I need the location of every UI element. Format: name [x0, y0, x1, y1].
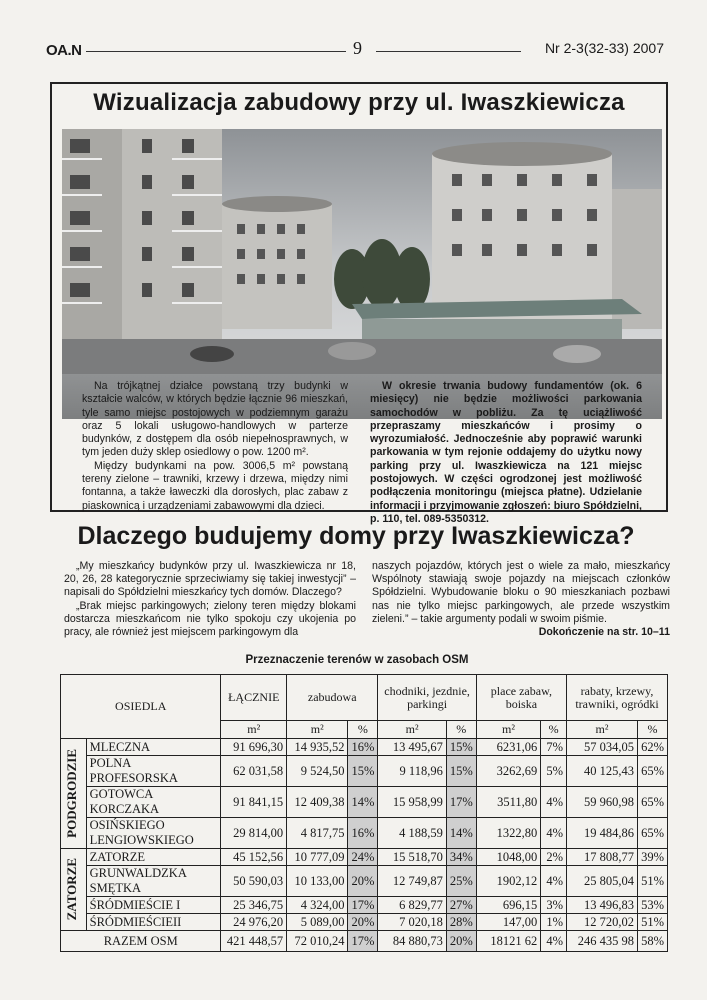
place-pct: 1%	[541, 914, 567, 931]
table-header-row	[61, 675, 668, 721]
unit-header: m²	[567, 721, 638, 739]
zabudowa-pct: 16%	[348, 739, 378, 756]
article-paragraph: „My mieszkańcy budynków przy ul. Iwaszkiewicza nr 18, 20, 26, 28 kategorycznie sprzeciwiamy się takiej inwestycji” –napisali do Spółdzielni mieszkańcy tych domów. Dlaczego?	[64, 560, 356, 599]
rabaty-pct: 58%	[637, 931, 667, 952]
place-pct: 7%	[541, 739, 567, 756]
article-right-column	[372, 560, 670, 639]
rabaty-area: 12 720,02	[567, 914, 638, 931]
chodniki-area: 9 118,96	[378, 756, 446, 787]
rabaty-pct: 65%	[637, 787, 667, 818]
caption-paragraph: Między budynkami na pow. 3006,5 m² powstaną tereny zielone – trawniki, krzewy i drzewa, między nimi fontanna, a także ławeczki dla dorosłych, plac zabaw z piaskownicą i urządzeniami zabawowymi dla dzieci.	[82, 459, 348, 512]
unit-header: m²	[476, 721, 541, 739]
table-row	[61, 914, 668, 931]
header-rule-right	[376, 51, 521, 52]
estate-name: ŚRÓDMIEŚCIEII	[86, 914, 221, 931]
pct-header: %	[541, 721, 567, 739]
place-area: 3511,80	[476, 787, 541, 818]
rabaty-area: 13 496,83	[567, 897, 638, 914]
rabaty-area: 246 435 98	[567, 931, 638, 952]
chodniki-pct: 20%	[446, 931, 476, 952]
place-area: 3262,69	[476, 756, 541, 787]
estate-name: OSIŃSKIEGO LENGIOWSKIEGO	[86, 818, 221, 849]
chodniki-pct: 17%	[446, 787, 476, 818]
zabudowa-pct: 14%	[348, 787, 378, 818]
estate-name: MLECZNA	[86, 739, 221, 756]
rabaty-area: 25 805,04	[567, 866, 638, 897]
col-header-chodniki: chodniki, jezdnie, parkingi	[378, 675, 476, 721]
chodniki-area: 7 020,18	[378, 914, 446, 931]
land-use-table	[60, 674, 668, 952]
estate-name: GRUNWALDZKA SMĘTKA	[86, 866, 221, 897]
table-row	[61, 756, 668, 787]
article-paragraph: „Brak miejsc parkingowych; zielony teren między blokami dostarcza mieszkańcom nie tylko spokoju czy ukojenia po pracy, ale również jest miejscem parkingowym dla	[64, 599, 356, 639]
chodniki-area: 13 495,67	[378, 739, 446, 756]
total-area: 29 814,00	[221, 818, 287, 849]
continued-note: Dokończenie na str. 10–11	[538, 626, 670, 639]
chodniki-area: 6 829,77	[378, 897, 446, 914]
article-title: Wizualizacja zabudowy przy ul. Iwaszkiewicza	[93, 89, 625, 116]
rabaty-area: 19 484,86	[567, 818, 638, 849]
estate-name: POLNA PROFESORSKA	[86, 756, 221, 787]
place-area: 1902,12	[476, 866, 541, 897]
place-area: 1048,00	[476, 849, 541, 866]
caption-right-column	[370, 380, 642, 526]
zabudowa-pct: 17%	[348, 897, 378, 914]
table-total-row	[61, 931, 668, 952]
estate-name: ŚRÓDMIEŚCIE I	[86, 897, 221, 914]
table-row	[61, 897, 668, 914]
rabaty-area: 57 034,05	[567, 739, 638, 756]
chodniki-area: 15 958,99	[378, 787, 446, 818]
total-label: RAZEM OSM	[61, 931, 221, 952]
group-label-cell	[61, 739, 87, 849]
unit-header: m²	[287, 721, 348, 739]
place-pct: 4%	[541, 866, 567, 897]
table-row	[61, 739, 668, 756]
zabudowa-area: 14 935,52	[287, 739, 348, 756]
rabaty-pct: 51%	[637, 914, 667, 931]
table-title: Przeznaczenie terenów w zasobach OSM	[245, 654, 469, 666]
estate-name: ZATORZE	[86, 849, 221, 866]
col-header-place: place zabaw, boiska	[476, 675, 566, 721]
zabudowa-pct: 20%	[348, 914, 378, 931]
col-header-zabudowa: zabudowa	[287, 675, 378, 721]
zabudowa-area: 9 524,50	[287, 756, 348, 787]
total-area: 91 696,30	[221, 739, 287, 756]
chodniki-pct: 34%	[446, 849, 476, 866]
article-paragraph: naszych pojazdów, których jest o wiele za mało, mieszkańcy Wspólnoty stawiają swoje pojazdy na miejscach członków Spółdzielni. Wybudowanie bloku o 90 mieszkaniach pozbawi nas nie tylko miejsc parkingowych, ale przede wszystkim zieleni.” – takie argumenty podali w swoim piśmie.	[372, 560, 670, 625]
chodniki-area: 15 518,70	[378, 849, 446, 866]
place-pct: 2%	[541, 849, 567, 866]
rabaty-pct: 65%	[637, 818, 667, 849]
table-row	[61, 866, 668, 897]
group-label: ZATORZE	[64, 858, 79, 921]
unit-header: m²	[378, 721, 446, 739]
caption-paragraph: Na trójkątnej działce powstaną trzy budynki w kształcie walców, w których będzie łącznie 96 mieszkań, tyle samo miejsc postojowych w podziemnym garażu oraz 5 lokali usługowo-handlowych w parterze budynków, z dostępem dla osób niepełnosprawnych, w tym jeden duży sklep osiedlowy o pow. 1200 m².	[82, 380, 348, 459]
total-area: 62 031,58	[221, 756, 287, 787]
place-pct: 5%	[541, 756, 567, 787]
total-area: 50 590,03	[221, 866, 287, 897]
estate-name: GOTOWCA KORCZAKA	[86, 787, 221, 818]
chodniki-pct: 15%	[446, 756, 476, 787]
rabaty-pct: 65%	[637, 756, 667, 787]
place-pct: 4%	[541, 931, 567, 952]
issue-number: Nr 2-3(32-33) 2007	[544, 40, 664, 56]
zabudowa-area: 10 777,09	[287, 849, 348, 866]
building-visualization-image	[62, 129, 662, 419]
place-pct: 3%	[541, 897, 567, 914]
visualization-article	[50, 82, 668, 525]
group-label-cell	[61, 849, 87, 931]
zabudowa-pct: 16%	[348, 818, 378, 849]
rabaty-pct: 53%	[637, 897, 667, 914]
pct-header: %	[348, 721, 378, 739]
table-row	[61, 849, 668, 866]
zabudowa-pct: 20%	[348, 866, 378, 897]
total-area: 421 448,57	[221, 931, 287, 952]
rabaty-area: 59 960,98	[567, 787, 638, 818]
chodniki-pct: 25%	[446, 866, 476, 897]
place-area: 1322,80	[476, 818, 541, 849]
place-pct: 4%	[541, 818, 567, 849]
zabudowa-area: 12 409,38	[287, 787, 348, 818]
caption-left-column	[82, 380, 348, 513]
total-area: 24 976,20	[221, 914, 287, 931]
col-header-rabaty: rabaty, krzewy, trawniki, ogródki	[567, 675, 668, 721]
pct-header: %	[637, 721, 667, 739]
rabaty-pct: 51%	[637, 866, 667, 897]
chodniki-pct: 27%	[446, 897, 476, 914]
building-render-illustration	[62, 129, 662, 374]
table-row	[61, 818, 668, 849]
total-area: 91 841,15	[221, 787, 287, 818]
page-number: 9	[353, 38, 362, 58]
zabudowa-area: 5 089,00	[287, 914, 348, 931]
header-rule-left	[86, 51, 346, 52]
total-area: 25 346,75	[221, 897, 287, 914]
rabaty-pct: 39%	[637, 849, 667, 866]
chodniki-pct: 14%	[446, 818, 476, 849]
chodniki-area: 4 188,59	[378, 818, 446, 849]
zabudowa-pct: 17%	[348, 931, 378, 952]
place-area: 6231,06	[476, 739, 541, 756]
zabudowa-pct: 24%	[348, 849, 378, 866]
chodniki-area: 84 880,73	[378, 931, 446, 952]
publication-logo: OA.N	[46, 42, 82, 59]
article-title: Dlaczego budujemy domy przy Iwaszkiewicza?	[77, 522, 635, 550]
table-row	[61, 787, 668, 818]
col-header-lacznie: ŁĄCZNIE	[221, 675, 287, 721]
chodniki-area: 12 749,87	[378, 866, 446, 897]
unit-header: m²	[221, 721, 287, 739]
chodniki-pct: 15%	[446, 739, 476, 756]
rabaty-pct: 62%	[637, 739, 667, 756]
rabaty-area: 17 808,77	[567, 849, 638, 866]
chodniki-pct: 28%	[446, 914, 476, 931]
place-area: 696,15	[476, 897, 541, 914]
place-pct: 4%	[541, 787, 567, 818]
zabudowa-pct: 15%	[348, 756, 378, 787]
pct-header: %	[446, 721, 476, 739]
zabudowa-area: 4 817,75	[287, 818, 348, 849]
rabaty-area: 40 125,43	[567, 756, 638, 787]
zabudowa-area: 10 133,00	[287, 866, 348, 897]
zabudowa-area: 4 324,00	[287, 897, 348, 914]
zabudowa-area: 72 010,24	[287, 931, 348, 952]
page-header	[46, 40, 664, 62]
parking-notice-paragraph: W okresie trwania budowy fundamentów (ok. 6 miesięcy) nie będzie możliwości parkowania samochodów w pobliżu. Za tę uciążliwość przepraszamy mieszkańców i prosimy o wyrozumiałość. Jednocześnie aby poprawić warunki parkowania w tym rejonie oddajemy do użytku nowy parking przy ul. Iwaszkiewicza na 121 miejsc postojowych. W części ogrodzonej jest możliwość podłączenia monitoringu (miejsca płatne). Udzielanie informacji i przyjmowanie zgłoszeń: biuro Spółdzielni, p. 110, tel. 089-5350312.	[370, 380, 642, 525]
total-area: 45 152,56	[221, 849, 287, 866]
place-area: 147,00	[476, 914, 541, 931]
place-area: 18121 62	[476, 931, 541, 952]
col-header-osiedla: OSIEDLA	[61, 675, 221, 739]
group-label: PODGRODZIE	[64, 749, 79, 838]
article-left-column	[64, 560, 356, 639]
